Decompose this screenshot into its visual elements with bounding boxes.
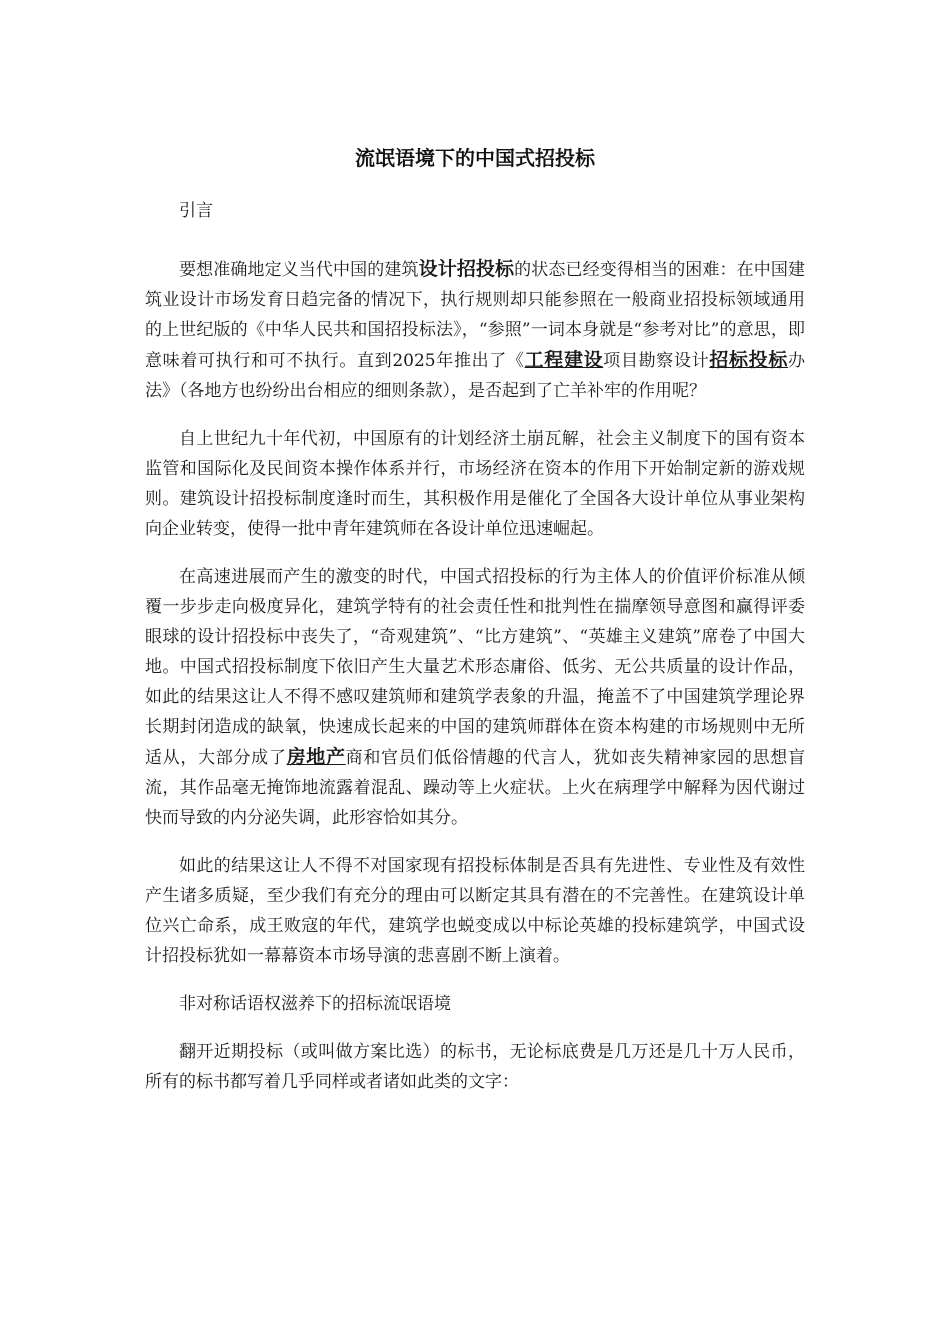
paragraph-5: 翻开近期投标（或叫做方案比选）的标书，无论标底费是几万还是几十万人民币，所有的标书都写着几乎同样或者诸如此类的文字： (145, 1042, 805, 1092)
document-title: 流氓语境下的中国式招投标 (355, 146, 595, 170)
paragraph-4: 如此的结果这让人不得不对国家现有招投标体制是否具有先进性、专业性及有效性产生诸多质疑，至少我们有充分的理由可以断定其具有潜在的不完善性。在建筑设计单位兴亡命系，成王败寇的年代，建筑学也蜕变成以中标论英雄的投标建筑学，中国式设计招投标犹如一幕幕资本市场导演的悲喜剧不断上演着。 (145, 856, 805, 966)
paragraph-1-text-b: 的状态已经变得相当的困难：在中国建筑业设计市场发育日趋完备的情况下，执行规则却只能参照在一般商业招投标领域通用的上世纪版的《中华人民共和国招投标法》，“参照”一词本身就是“参考对比”的意思，即意味着可执行和可不执行。直到2025年推出了《 (145, 260, 805, 371)
paragraph-1-text-a: 要想准确地定义当代中国的建筑 (179, 260, 419, 280)
keyword-link-engineering-construction[interactable]: 工程建设 (524, 349, 604, 371)
keyword-link-bidding[interactable]: 招标投标 (709, 349, 788, 371)
section-heading-2: 非对称话语权滋养下的招标流氓语境 (179, 994, 451, 1014)
paragraph-2: 自上世纪九十年代初，中国原有的计划经济土崩瓦解，社会主义制度下的国有资本监管和国际化及民间资本操作体系并行，市场经济在资本的作用下开始制定新的游戏规则。建筑设计招投标制度逢时而生，其积极作用是催化了全国各大设计单位从事业架构向企业转变，使得一批中青年建筑师在各设计单位迅速崛起。 (145, 429, 805, 539)
document-body (145, 196, 805, 1115)
keyword-design-bidding: 设计招投标 (418, 258, 515, 280)
paragraph-3 (145, 562, 805, 833)
paragraph-3-text-a: 在高速进展而产生的激变的时代，中国式招投标的行为主体人的价值评价标准从倾覆一步步走向极度异化，建筑学特有的社会责任性和批判性在揣摩领导意图和赢得评委眼球的设计招投标中丧失了，“奇观建筑”、“比方建筑”、“英雄主义建筑”席卷了中国大地。中国式招投标制度下依旧产生大量艺术形态庸俗、低劣、无公共质量的设计作品，如此的结果这让人不得不感叹建筑师和建筑学表象的升温，掩盖不了中国建筑学理论界长期封闭造成的缺氧，快速成长起来的中国的建筑师群体在资本构建的市场规则中无所适从，大部分成了 (145, 567, 805, 768)
paragraph-1-text-d: 办法》（各地方也纷纷出台相应的细则条款），是否起到了亡羊补牢的作用呢？ (145, 351, 805, 401)
paragraph-1 (145, 254, 805, 406)
section-heading-intro: 引言 (179, 201, 213, 221)
keyword-link-real-estate[interactable]: 房地产 (286, 746, 346, 768)
paragraph-3-text-b: 商和官员们低俗情趣的代言人，犹如丧失精神家园的思想盲流，其作品毫无掩饰地流露着混乱、躁动等上火症状。上火在病理学中解释为因代谢过快而导致的内分泌失调，此形容恰如其分。 (145, 748, 806, 828)
paragraph-1-text-c: 项目勘察设计 (603, 351, 710, 371)
